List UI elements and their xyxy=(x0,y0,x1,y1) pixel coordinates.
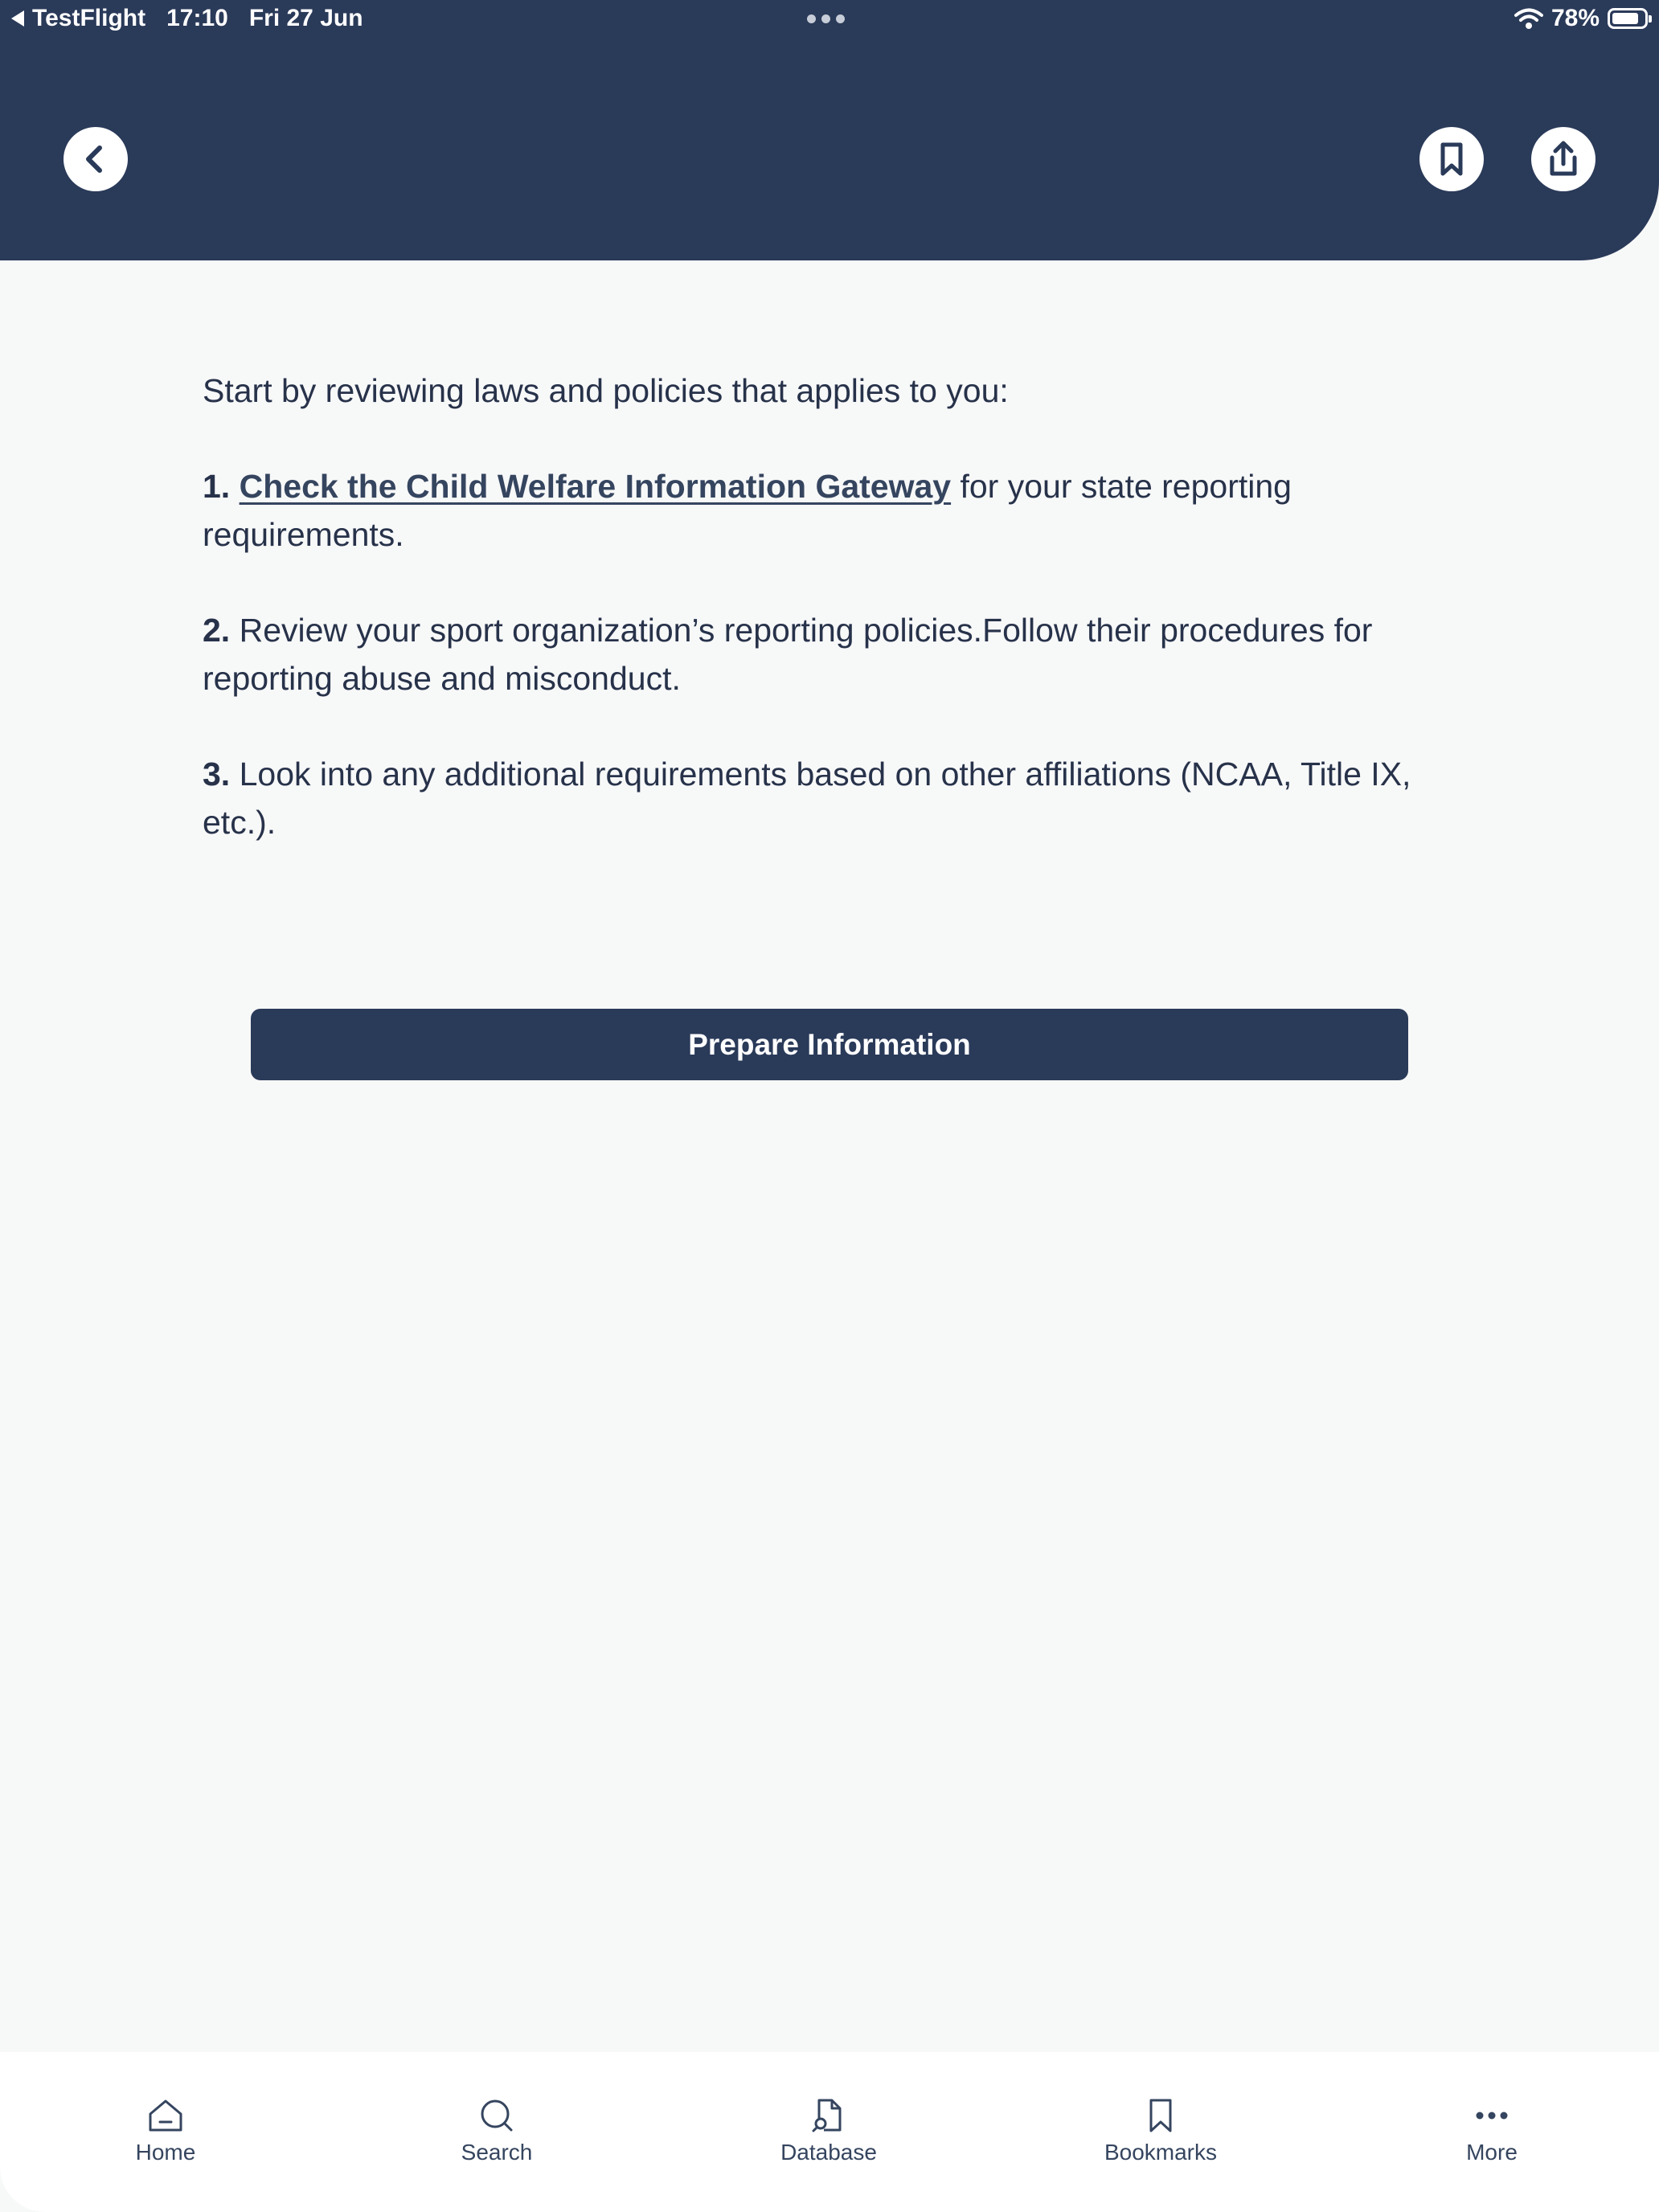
home-icon xyxy=(146,2096,185,2135)
battery-icon xyxy=(1608,8,1648,29)
more-icon xyxy=(1473,2096,1511,2135)
tab-search-label: Search xyxy=(461,2140,533,2165)
tab-search[interactable] xyxy=(400,2096,593,2165)
intro-text: Start by reviewing laws and policies that applies to you: xyxy=(203,372,1009,409)
step-3-text: Look into any additional requirements based on other affiliations (NCAA, Title IX, etc.). xyxy=(203,756,1411,841)
search-icon xyxy=(477,2096,516,2135)
tab-bookmarks-label: Bookmarks xyxy=(1104,2140,1218,2165)
step-2 xyxy=(203,606,1456,703)
bookmark-icon xyxy=(1141,2096,1180,2135)
multitasking-dots-icon[interactable] xyxy=(807,14,845,23)
step-1-text: for your state reporting requirements. xyxy=(203,468,1292,553)
tab-database-label: Database xyxy=(780,2140,877,2165)
back-button[interactable] xyxy=(63,127,128,191)
child-welfare-gateway-link[interactable]: Check the Child Welfare Information Gateway xyxy=(239,468,952,505)
tab-more[interactable] xyxy=(1395,2096,1588,2165)
status-date: Fri 27 Jun xyxy=(248,5,363,31)
tab-home-label: Home xyxy=(135,2140,196,2165)
tab-more-label: More xyxy=(1466,2140,1518,2165)
back-to-app-link[interactable] xyxy=(11,5,145,32)
step-2-text: Review your sport organization’s reporting policies.Follow their procedures for reporting abuse and misconduct. xyxy=(203,612,1373,697)
step-1-number: 1. xyxy=(203,468,231,505)
tab-bar xyxy=(0,2052,1659,2212)
back-app-label: TestFlight xyxy=(32,5,146,31)
step-2-number: 2. xyxy=(203,612,231,649)
wifi-icon xyxy=(1514,7,1543,30)
share-icon xyxy=(1546,140,1581,178)
tab-database[interactable] xyxy=(732,2096,925,2165)
share-button[interactable] xyxy=(1531,127,1596,191)
step-3-number: 3. xyxy=(203,756,231,793)
bookmark-button[interactable] xyxy=(1419,127,1484,191)
battery-percent: 78% xyxy=(1550,5,1600,31)
tab-bookmarks[interactable] xyxy=(1064,2096,1257,2165)
prepare-information-button[interactable]: Prepare Information xyxy=(251,1009,1408,1080)
status-time: 17:10 xyxy=(166,5,228,31)
step-1 xyxy=(203,462,1456,559)
database-icon xyxy=(809,2096,848,2135)
status-bar xyxy=(0,0,1659,40)
step-3 xyxy=(203,750,1456,846)
instructions-content xyxy=(203,367,1456,894)
tab-home[interactable] xyxy=(69,2096,262,2165)
chevron-left-icon xyxy=(80,143,112,175)
bookmark-icon xyxy=(1436,141,1468,177)
back-triangle-icon xyxy=(11,10,24,27)
